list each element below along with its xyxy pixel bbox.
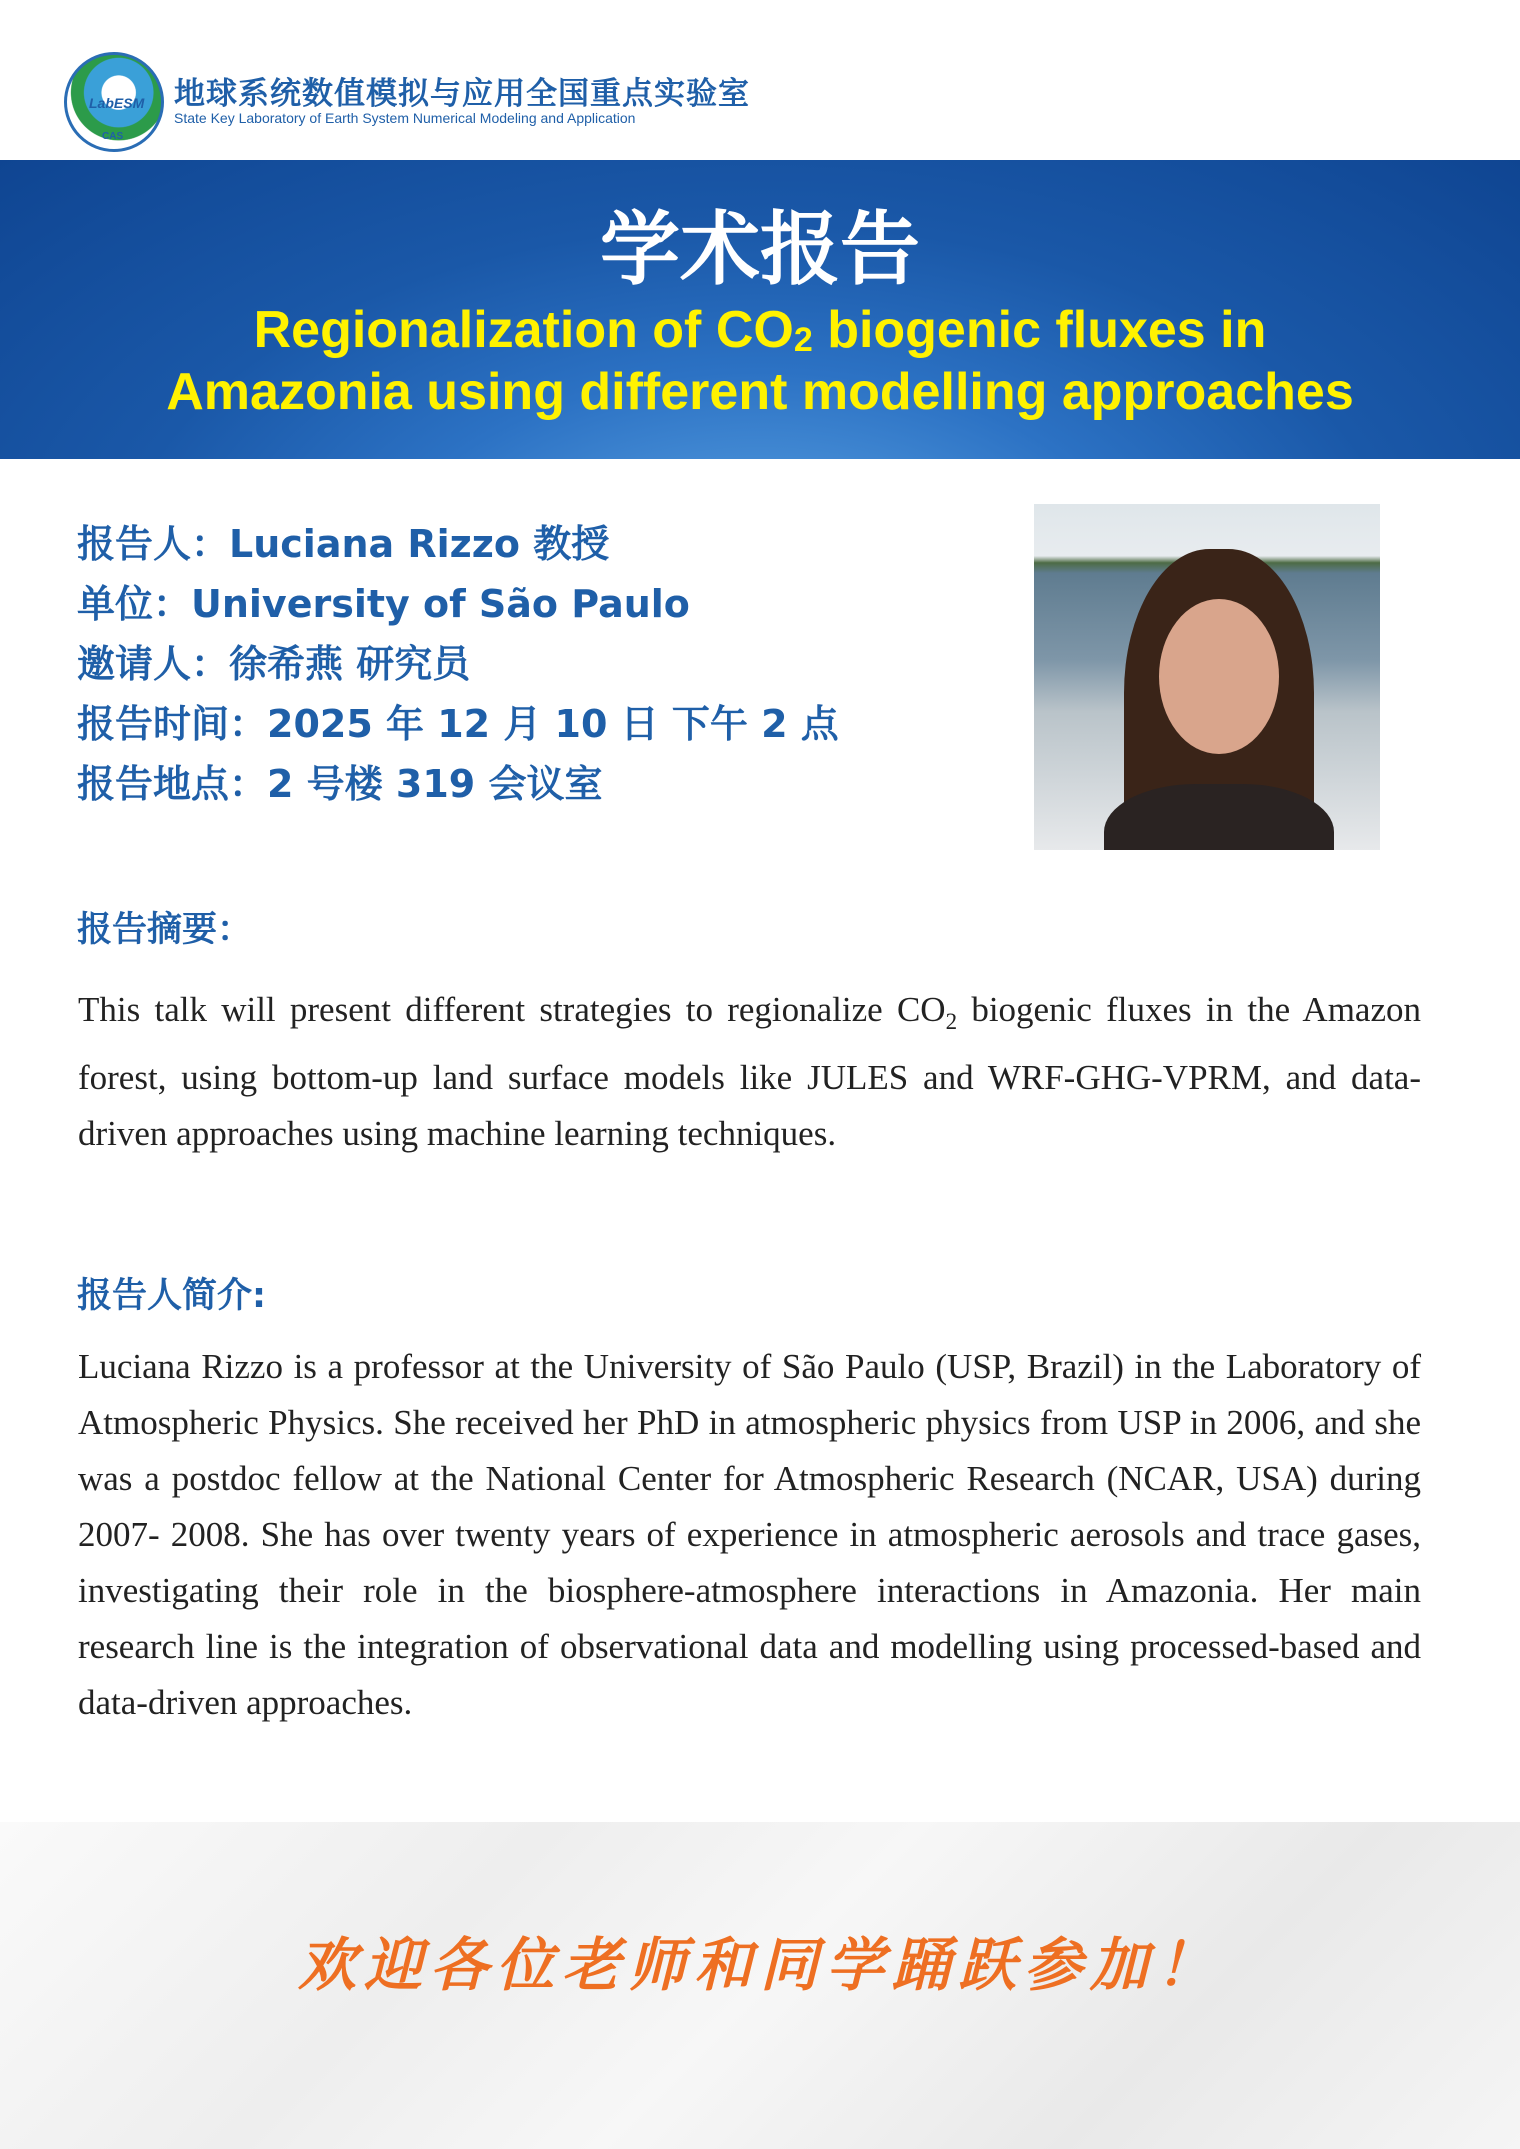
logo-subtext: CAS xyxy=(102,131,124,142)
abstract-heading: 报告摘要： xyxy=(77,910,253,950)
bio-text: Luciana Rizzo is a professor at the University of São Paulo (USP, Brazil) in the Laboratory of Atmospheric Physics. She received her PhD in atmospheric physics from USP in 2006, and she was a postdoc fellow at the National Center for Atmospheric Research (NCAR, USA) during 2007- 2008. She has over twenty years of experience in atmospheric aerosols and trace gases, investigating their role in the biosphere-atmosphere interactions in Amazonia. Her main research line is the integration of observational data and modelling using processed-based and data-driven approaches. xyxy=(78,1347,1421,1722)
logo-text: LabESM xyxy=(89,95,145,111)
bio-heading: 报告人简介: xyxy=(77,1276,266,1316)
inviter: 邀请人：徐希燕 研究员 xyxy=(77,642,471,686)
lab-logo xyxy=(64,52,164,152)
banner-title: 学术报告 xyxy=(600,203,920,296)
org-name-cn: 地球系统数值模拟与应用全国重点实验室 xyxy=(174,76,750,112)
affiliation: 单位：University of São Paulo xyxy=(77,582,690,626)
abstract-text: This talk will present different strategies to regionalize $CO_2$ biogenic fluxes in the Amazon forest, using bottom-up land surface models like JULES and WRF-GHG-VPRM, and data-driven approaches using machine learning techniques. xyxy=(78,990,1421,1153)
welcome-message: 欢迎各位老师和同学踊跃参加！ xyxy=(297,1931,1222,1999)
talk-location: 报告地点：2 号楼 319 会议室 xyxy=(77,762,603,806)
org-name-en: State Key Laboratory of Earth System Numerical Modeling and Application xyxy=(174,110,636,126)
talk-title-line1: Regionalization of $CO_2$ biogenic fluxes in xyxy=(253,301,1267,359)
speaker: 报告人：Luciana Rizzo 教授 xyxy=(77,522,610,566)
speaker-photo xyxy=(1034,504,1380,850)
talk-title-line2: Amazonia using different modelling approaches xyxy=(166,363,1354,421)
talk-time: 报告时间：2025 年 12 月 10 日 下午 2 点 xyxy=(77,702,839,746)
